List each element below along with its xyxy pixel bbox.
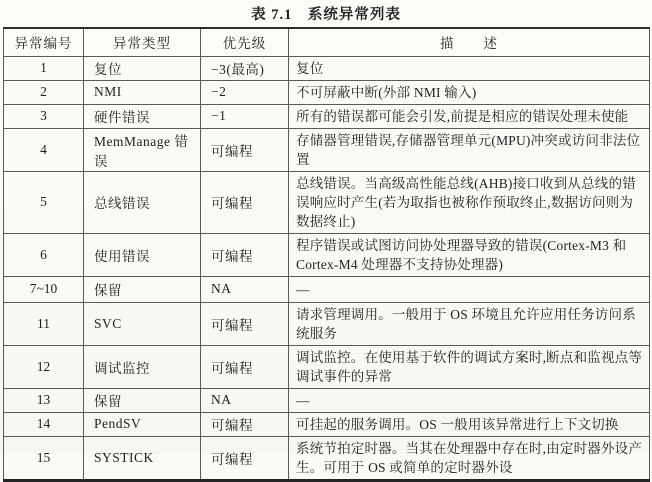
cell-exception-number: 4 [4,128,84,171]
cell-exception-number: 5 [4,171,84,233]
cell-exception-type: NMI [84,80,201,104]
cell-priority: −1 [201,104,289,128]
system-exception-table [3,27,650,482]
header-exception-number: 异常编号 [4,28,84,56]
cell-exception-number: 12 [4,345,84,388]
cell-exception-number: 14 [4,412,84,436]
cell-exception-number: 6 [4,233,84,276]
cell-priority: 可编程 [201,128,289,171]
cell-exception-type: 使用错误 [84,233,201,276]
header-priority: 优先级 [201,28,289,56]
cell-description: 总线错误。当高级高性能总线(AHB)接口收到从总线的错误响应时产生(若为取指也被称作预取终止,数据访问则为数据终止) [289,171,650,233]
cell-description: 可挂起的服务调用。OS 一般用该异常进行上下文切换 [289,412,650,436]
table-row [4,171,650,233]
table-row [4,276,650,302]
cell-exception-type: 保留 [84,388,201,412]
cell-priority: 可编程 [201,436,289,480]
cell-description: 程序错误或试图访问协处理器导致的错误(Cortex-M3 和 Cortex-M4 处理器不支持协处理器) [289,233,650,276]
table-row [4,436,650,480]
cell-exception-type: 硬件错误 [84,104,201,128]
cell-exception-number: 15 [4,436,84,480]
cell-description: 调试监控。在使用基于软件的调试方案时,断点和监视点等调试事件的异常 [289,345,650,388]
cell-priority: −2 [201,80,289,104]
cell-priority: −3(最高) [201,56,289,80]
cell-description: 存储器管理错误,存储器管理单元(MPU)冲突或访问非法位置 [289,128,650,171]
cell-priority: NA [201,388,289,412]
cell-exception-type: 总线错误 [84,171,201,233]
cell-priority: NA [201,276,289,302]
cell-description: — [289,276,650,302]
cell-exception-number: 3 [4,104,84,128]
cell-exception-number: 13 [4,388,84,412]
cell-exception-type: MemManage 错误 [84,128,201,171]
table-header [4,28,650,56]
table-row [4,412,650,436]
cell-priority: 可编程 [201,171,289,233]
header-description: 描 述 [289,28,650,56]
table-row [4,80,650,104]
cell-description: — [289,388,650,412]
table-row [4,388,650,412]
table-caption: 表 7.1 系统异常列表 [251,7,401,23]
cell-description: 复位 [289,56,650,80]
header-row [4,28,650,56]
cell-exception-number: 2 [4,80,84,104]
cell-exception-type: PendSV [84,412,201,436]
cell-description: 所有的错误都可能会引发,前提是相应的错误处理未使能 [289,104,650,128]
table-row [4,302,650,345]
table-row [4,128,650,171]
cell-priority: 可编程 [201,302,289,345]
cell-exception-number: 11 [4,302,84,345]
cell-exception-type: 调试监控 [84,345,201,388]
cell-priority: 可编程 [201,412,289,436]
cell-exception-type: SYSTICK [84,436,201,480]
cell-priority: 可编程 [201,233,289,276]
cell-exception-type: 复位 [84,56,201,80]
cell-description: 请求管理调用。一般用于 OS 环境且允许应用任务访问系统服务 [289,302,650,345]
cell-exception-number: 7~10 [4,276,84,302]
table-row [4,104,650,128]
cell-description: 不可屏蔽中断(外部 NMI 输入) [289,80,650,104]
cell-exception-number: 1 [4,56,84,80]
cell-description: 系统节拍定时器。当其在处理器中存在时,由定时器外设产生。可用于 OS 或简单的定时器外设 [289,436,650,480]
cell-priority: 可编程 [201,345,289,388]
header-exception-type: 异常类型 [84,28,201,56]
table-body [4,56,650,480]
cell-exception-type: SVC [84,302,201,345]
cell-exception-type: 保留 [84,276,201,302]
table-row [4,233,650,276]
table-row [4,56,650,80]
table-row [4,345,650,388]
